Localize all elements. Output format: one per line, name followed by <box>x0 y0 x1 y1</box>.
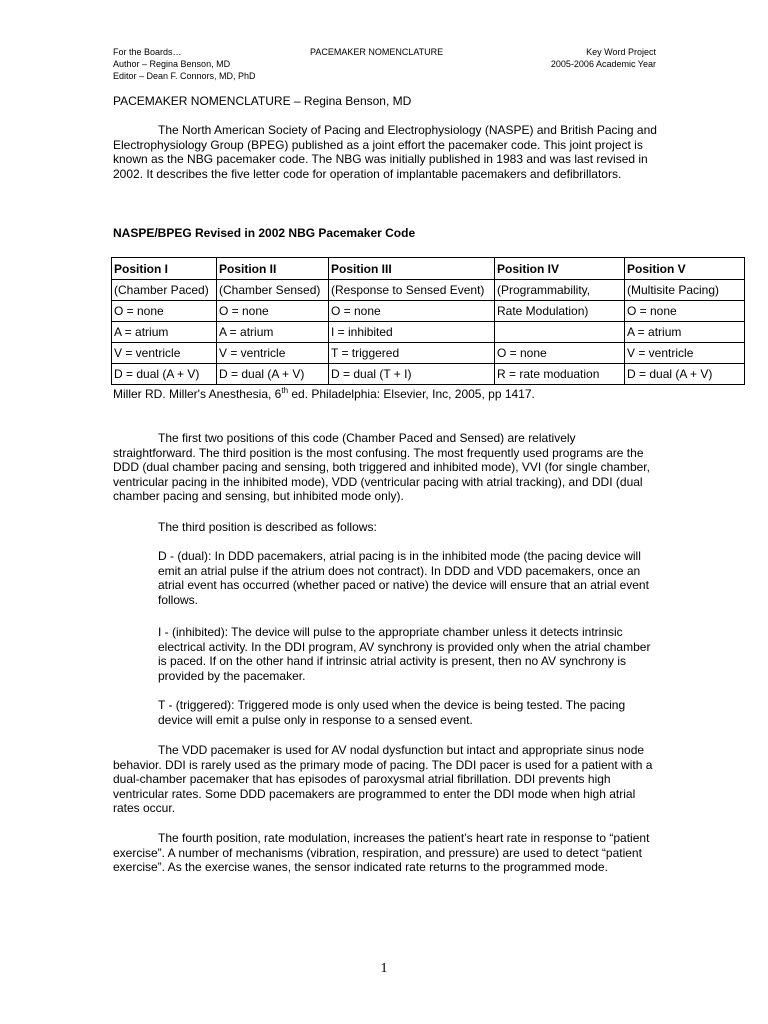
paragraph-third-position: The third position is described as follows: <box>158 520 377 534</box>
table-cell: O = none <box>625 301 745 322</box>
table-cell: V = ventricle <box>217 343 329 364</box>
table-cell: T = triggered <box>329 343 495 364</box>
table-header-cell: Position IV <box>495 258 625 280</box>
table-cell: (Chamber Sensed) <box>217 280 329 301</box>
table-cell: Rate Modulation) <box>495 301 625 322</box>
paragraph-dual: D - (dual): In DDD pacemakers, atrial pacing is in the inhibited mode (the pacing device will emit an atrial pulse if the atrium does not contract). In DDD and VDD pacemakers, once an atrial event has occurred (whether paced or native) the device will ensure that an atrial event follows. <box>158 549 649 607</box>
citation-text: Miller RD. Miller's Anesthesia, 6 <box>113 387 282 401</box>
table-cell: O = none <box>329 301 495 322</box>
table-cell: (Response to Sensed Event) <box>329 280 495 301</box>
header-line: For the Boards… <box>113 47 182 57</box>
page-number: 1 <box>380 961 388 976</box>
table-cell: V = ventricle <box>625 343 745 364</box>
nbg-code-table <box>111 257 745 385</box>
table-header-cell: Position II <box>217 258 329 280</box>
table-cell: (Chamber Paced) <box>112 280 217 301</box>
table-row <box>112 280 745 301</box>
table-cell: D = dual (T + I) <box>329 364 495 385</box>
table-row <box>112 364 745 385</box>
document-title: PACEMAKER NOMENCLATURE – Regina Benson, MD <box>113 94 412 108</box>
header-right <box>480 46 656 70</box>
table-cell <box>495 322 625 343</box>
table-header-cell: Position I <box>112 258 217 280</box>
table-row <box>112 322 745 343</box>
table-cell: O = none <box>217 301 329 322</box>
paragraph-triggered: T - (triggered): Triggered mode is only used when the device is being tested. The pacing device will emit a pulse only in response to a sensed event. <box>158 698 626 727</box>
table-cell: I = inhibited <box>329 322 495 343</box>
header-line: 2005-2006 Academic Year <box>550 59 656 69</box>
table-cell: R = rate moduation <box>495 364 625 385</box>
paragraph-rate-modulation: The fourth position, rate modulation, increases the patient’s heart rate in response to “patient exercise”. A number of mechanisms (vibration, respiration, and pressure) are used to detect “patient exercise”. As the exercise wanes, the sensor indicated rate returns to the programmed mode. <box>113 831 650 875</box>
table-cell: O = none <box>495 343 625 364</box>
table-row <box>112 301 745 322</box>
table-cell: (Multisite Pacing) <box>625 280 745 301</box>
table-cell: A = atrium <box>625 322 745 343</box>
table-header-cell: Position III <box>329 258 495 280</box>
section-title: NASPE/BPEG Revised in 2002 NBG Pacemaker Code <box>113 226 416 240</box>
table-cell: D = dual (A + V) <box>217 364 329 385</box>
header-left <box>113 46 256 82</box>
header-line: Key Word Project <box>586 47 656 57</box>
header-line: Editor – Dean F. Connors, MD, PhD <box>113 71 256 81</box>
table-cell: A = atrium <box>217 322 329 343</box>
table-row <box>112 343 745 364</box>
citation <box>113 386 535 401</box>
table-cell: (Programmability, <box>495 280 625 301</box>
table-cell: D = dual (A + V) <box>625 364 745 385</box>
citation-text-end: ed. Philadelphia: Elsevier, Inc, 2005, pp 1417. <box>288 387 535 401</box>
header-center: PACEMAKER NOMENCLATURE <box>310 47 444 57</box>
table-cell: A = atrium <box>112 322 217 343</box>
table-cell: O = none <box>112 301 217 322</box>
table-cell: V = ventricle <box>112 343 217 364</box>
citation-superscript: th <box>281 386 289 395</box>
table-header-cell: Position V <box>625 258 745 280</box>
table-header-row <box>112 258 745 280</box>
paragraph-inhibited: I - (inhibited): The device will pulse to the appropriate chamber unless it detects intrinsic electrical activity. In the DDI program, AV synchrony is provided only when the atrial chamber is paced. If on the other hand if intrinsic atrial activity is present, then no AV synchrony is provided by the pacemaker. <box>158 625 651 683</box>
paragraph-vdd: The VDD pacemaker is used for AV nodal dysfunction but intact and appropriate sinus node behavior. DDI is rarely used as the primary mode of pacing. The DDI pacer is used for a patient with a dual-chamber pacemaker that has episodes of paroxysmal atrial fibrillation. DDI prevents high ventricular rates. Some DDD pacemakers are programmed to enter the DDI mode when high atrial rates occur. <box>113 743 653 816</box>
table-cell: D = dual (A + V) <box>112 364 217 385</box>
header-line: Author – Regina Benson, MD <box>113 59 231 69</box>
paragraph-positions: The first two positions of this code (Chamber Paced and Sensed) are relatively straightforward. The third position is the most confusing. The most frequently used programs are the DDD (dual chamber pacing and sensing, both triggered and inhibited mode), VVI (for single chamber, ventricular pacing in the inhibited mode), VDD (ventricular pacing with atrial tracking), and DDI (dual chamber pacing and sensing, but inhibited mode only). <box>113 431 650 504</box>
intro-paragraph: The North American Society of Pacing and Electrophysiology (NASPE) and British Pacing and Electrophysiology Group (BPEG) published as a joint effort the pacemaker code. This joint project is known as the NBG pacemaker code. The NBG was initially published in 1983 and was last revised in 2002. It describes the five letter code for operation of implantable pacemakers and defibrillators. <box>113 123 657 181</box>
